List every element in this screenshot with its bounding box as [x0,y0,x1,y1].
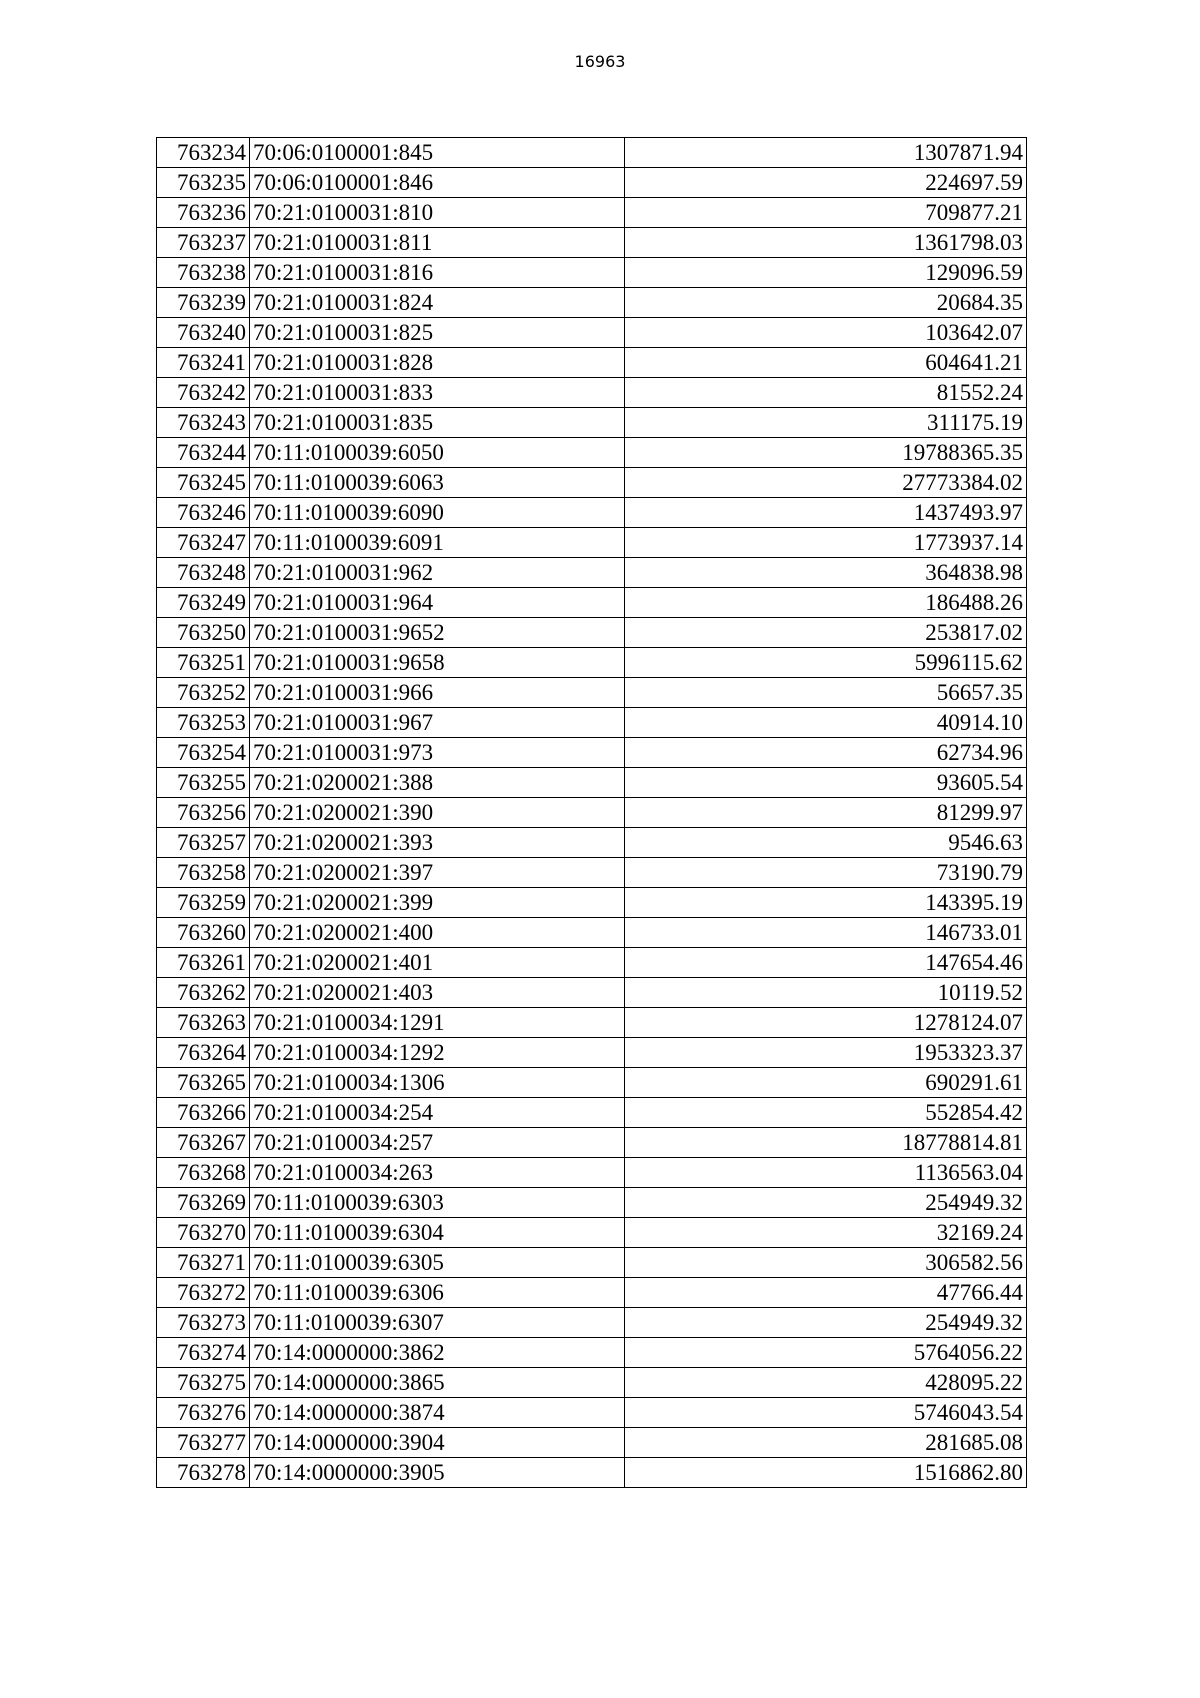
table-row [157,1068,1027,1098]
cadastral-number-cell: 70:14:0000000:3862 [250,1338,625,1368]
row-id-cell: 763274 [157,1338,250,1368]
table-row [157,678,1027,708]
cadastral-number-cell: 70:21:0100031:833 [250,378,625,408]
table-row [157,708,1027,738]
cadastral-number-cell: 70:21:0100034:1306 [250,1068,625,1098]
table-row [157,1098,1027,1128]
table-row [157,618,1027,648]
cadastral-value-cell: 1361798.03 [625,228,1027,258]
table-row [157,648,1027,678]
cadastral-value-cell: 143395.19 [625,888,1027,918]
cadastral-value-cell: 103642.07 [625,318,1027,348]
row-id-cell: 763277 [157,1428,250,1458]
row-id-cell: 763239 [157,288,250,318]
row-id-cell: 763269 [157,1188,250,1218]
cadastral-value-cell: 1307871.94 [625,138,1027,168]
cadastral-number-cell: 70:21:0100031:9652 [250,618,625,648]
row-id-cell: 763278 [157,1458,250,1488]
cadastral-number-cell: 70:21:0100031:973 [250,738,625,768]
cadastral-number-cell: 70:21:0200021:397 [250,858,625,888]
row-id-cell: 763240 [157,318,250,348]
cadastral-value-cell: 40914.10 [625,708,1027,738]
cadastral-value-cell: 428095.22 [625,1368,1027,1398]
table-row [157,1248,1027,1278]
cadastral-value-cell: 93605.54 [625,768,1027,798]
row-id-cell: 763243 [157,408,250,438]
row-id-cell: 763236 [157,198,250,228]
cadastral-number-cell: 70:11:0100039:6303 [250,1188,625,1218]
row-id-cell: 763258 [157,858,250,888]
cadastral-value-cell: 20684.35 [625,288,1027,318]
cadastral-value-cell: 9546.63 [625,828,1027,858]
cadastral-number-cell: 70:21:0100031:964 [250,588,625,618]
cadastral-number-cell: 70:11:0100039:6305 [250,1248,625,1278]
cadastral-value-cell: 690291.61 [625,1068,1027,1098]
cadastral-value-cell: 1773937.14 [625,528,1027,558]
table-row [157,1158,1027,1188]
row-id-cell: 763247 [157,528,250,558]
row-id-cell: 763252 [157,678,250,708]
row-id-cell: 763255 [157,768,250,798]
cadastral-number-cell: 70:11:0100039:6090 [250,498,625,528]
table-row [157,138,1027,168]
cadastral-value-cell: 18778814.81 [625,1128,1027,1158]
cadastral-value-cell: 1516862.80 [625,1458,1027,1488]
row-id-cell: 763244 [157,438,250,468]
cadastral-number-cell: 70:21:0100031:824 [250,288,625,318]
table-row [157,438,1027,468]
row-id-cell: 763251 [157,648,250,678]
table-row [157,468,1027,498]
cadastral-value-cell: 604641.21 [625,348,1027,378]
cadastral-value-cell: 19788365.35 [625,438,1027,468]
table-row [157,378,1027,408]
row-id-cell: 763261 [157,948,250,978]
cadastral-number-cell: 70:21:0100031:9658 [250,648,625,678]
cadastral-value-cell: 1953323.37 [625,1038,1027,1068]
cadastral-number-cell: 70:21:0100031:810 [250,198,625,228]
row-id-cell: 763250 [157,618,250,648]
row-id-cell: 763272 [157,1278,250,1308]
table-row [157,888,1027,918]
cadastral-number-cell: 70:11:0100039:6050 [250,438,625,468]
cadastral-number-cell: 70:21:0100031:816 [250,258,625,288]
table-row [157,318,1027,348]
table-row [157,498,1027,528]
cadastral-number-cell: 70:06:0100001:845 [250,138,625,168]
cadastral-number-cell: 70:21:0200021:390 [250,798,625,828]
cadastral-number-cell: 70:21:0200021:403 [250,978,625,1008]
row-id-cell: 763235 [157,168,250,198]
table-row [157,1368,1027,1398]
cadastral-value-cell: 27773384.02 [625,468,1027,498]
cadastral-value-cell: 62734.96 [625,738,1027,768]
table-row [157,978,1027,1008]
table-row [157,288,1027,318]
cadastral-number-cell: 70:21:0200021:393 [250,828,625,858]
cadastral-number-cell: 70:21:0100031:966 [250,678,625,708]
row-id-cell: 763238 [157,258,250,288]
row-id-cell: 763234 [157,138,250,168]
cadastral-value-table [156,137,1027,1488]
row-id-cell: 763242 [157,378,250,408]
table-row [157,858,1027,888]
cadastral-value-cell: 254949.32 [625,1188,1027,1218]
cadastral-value-cell: 552854.42 [625,1098,1027,1128]
table-row [157,828,1027,858]
cadastral-number-cell: 70:21:0100031:835 [250,408,625,438]
cadastral-value-cell: 306582.56 [625,1248,1027,1278]
row-id-cell: 763260 [157,918,250,948]
cadastral-value-cell: 56657.35 [625,678,1027,708]
cadastral-number-cell: 70:21:0200021:399 [250,888,625,918]
table-row [157,1128,1027,1158]
cadastral-number-cell: 70:21:0100031:825 [250,318,625,348]
cadastral-value-cell: 73190.79 [625,858,1027,888]
cadastral-value-cell: 311175.19 [625,408,1027,438]
table-row [157,948,1027,978]
cadastral-value-cell: 5746043.54 [625,1398,1027,1428]
table-row [157,528,1027,558]
row-id-cell: 763259 [157,888,250,918]
cadastral-number-cell: 70:21:0100034:263 [250,1158,625,1188]
cadastral-number-cell: 70:21:0200021:401 [250,948,625,978]
table-row [157,588,1027,618]
cadastral-number-cell: 70:21:0200021:400 [250,918,625,948]
cadastral-value-cell: 81299.97 [625,798,1027,828]
cadastral-value-cell: 47766.44 [625,1278,1027,1308]
table-row [157,1278,1027,1308]
cadastral-value-cell: 224697.59 [625,168,1027,198]
row-id-cell: 763267 [157,1128,250,1158]
table-row [157,1398,1027,1428]
row-id-cell: 763256 [157,798,250,828]
table-row [157,1008,1027,1038]
cadastral-value-cell: 5764056.22 [625,1338,1027,1368]
table-row [157,348,1027,378]
cadastral-number-cell: 70:21:0100031:967 [250,708,625,738]
table-row [157,168,1027,198]
cadastral-value-cell: 1437493.97 [625,498,1027,528]
row-id-cell: 763273 [157,1308,250,1338]
table-row [157,198,1027,228]
table-row [157,1188,1027,1218]
row-id-cell: 763246 [157,498,250,528]
cadastral-number-cell: 70:11:0100039:6091 [250,528,625,558]
page-number: 16963 [574,52,626,71]
cadastral-number-cell: 70:21:0100034:254 [250,1098,625,1128]
row-id-cell: 763276 [157,1398,250,1428]
table-row [157,1458,1027,1488]
cadastral-number-cell: 70:21:0100034:257 [250,1128,625,1158]
row-id-cell: 763265 [157,1068,250,1098]
table-row [157,258,1027,288]
cadastral-number-cell: 70:21:0100034:1291 [250,1008,625,1038]
cadastral-number-cell: 70:14:0000000:3905 [250,1458,625,1488]
cadastral-value-cell: 129096.59 [625,258,1027,288]
table-row [157,738,1027,768]
cadastral-value-cell: 147654.46 [625,948,1027,978]
row-id-cell: 763271 [157,1248,250,1278]
row-id-cell: 763245 [157,468,250,498]
row-id-cell: 763270 [157,1218,250,1248]
row-id-cell: 763275 [157,1368,250,1398]
cadastral-number-cell: 70:14:0000000:3904 [250,1428,625,1458]
table-row [157,558,1027,588]
cadastral-number-cell: 70:14:0000000:3865 [250,1368,625,1398]
cadastral-value-cell: 81552.24 [625,378,1027,408]
cadastral-value-cell: 281685.08 [625,1428,1027,1458]
cadastral-value-cell: 32169.24 [625,1218,1027,1248]
table-row [157,768,1027,798]
table-row [157,1428,1027,1458]
cadastral-value-cell: 1278124.07 [625,1008,1027,1038]
cadastral-number-cell: 70:11:0100039:6304 [250,1218,625,1248]
table-row [157,228,1027,258]
row-id-cell: 763268 [157,1158,250,1188]
row-id-cell: 763263 [157,1008,250,1038]
row-id-cell: 763264 [157,1038,250,1068]
row-id-cell: 763248 [157,558,250,588]
cadastral-value-cell: 10119.52 [625,978,1027,1008]
cadastral-value-cell: 254949.32 [625,1308,1027,1338]
row-id-cell: 763266 [157,1098,250,1128]
cadastral-number-cell: 70:11:0100039:6306 [250,1278,625,1308]
cadastral-value-cell: 186488.26 [625,588,1027,618]
cadastral-number-cell: 70:21:0100031:828 [250,348,625,378]
cadastral-number-cell: 70:21:0100034:1292 [250,1038,625,1068]
row-id-cell: 763249 [157,588,250,618]
row-id-cell: 763237 [157,228,250,258]
cadastral-value-cell: 253817.02 [625,618,1027,648]
table-row [157,1338,1027,1368]
cadastral-value-cell: 146733.01 [625,918,1027,948]
cadastral-number-cell: 70:11:0100039:6063 [250,468,625,498]
cadastral-number-cell: 70:11:0100039:6307 [250,1308,625,1338]
row-id-cell: 763241 [157,348,250,378]
table-row [157,798,1027,828]
cadastral-number-cell: 70:21:0100031:811 [250,228,625,258]
cadastral-value-cell: 1136563.04 [625,1158,1027,1188]
cadastral-value-cell: 709877.21 [625,198,1027,228]
table-row [157,1308,1027,1338]
row-id-cell: 763254 [157,738,250,768]
cadastral-number-cell: 70:06:0100001:846 [250,168,625,198]
cadastral-value-cell: 5996115.62 [625,648,1027,678]
table-body [157,138,1027,1488]
table-row [157,1038,1027,1068]
table-row [157,1218,1027,1248]
row-id-cell: 763257 [157,828,250,858]
cadastral-value-cell: 364838.98 [625,558,1027,588]
cadastral-number-cell: 70:21:0200021:388 [250,768,625,798]
table-row [157,918,1027,948]
table-row [157,408,1027,438]
row-id-cell: 763253 [157,708,250,738]
cadastral-number-cell: 70:14:0000000:3874 [250,1398,625,1428]
cadastral-number-cell: 70:21:0100031:962 [250,558,625,588]
row-id-cell: 763262 [157,978,250,1008]
